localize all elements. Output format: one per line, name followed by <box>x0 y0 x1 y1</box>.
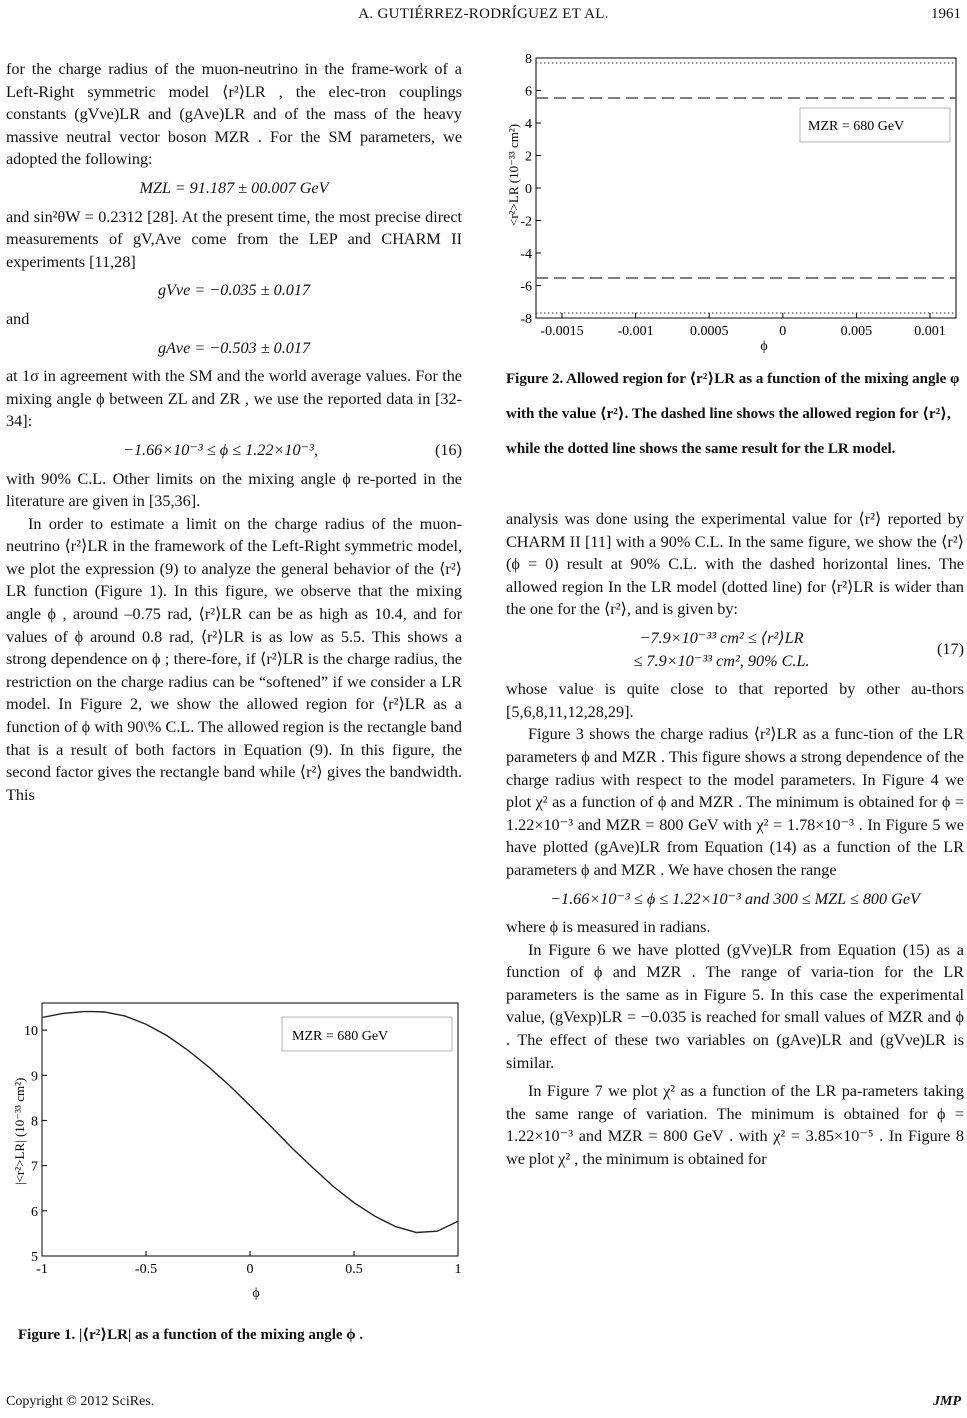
figure-1-annotation: MZR = 680 GeV <box>292 1029 389 1044</box>
range-expression: −1.66×10⁻³ ≤ ϕ ≤ 1.22×10⁻³ and 300 ≤ MZL ≤ 800 GeV <box>550 889 920 908</box>
x-tick-label: 0.005 <box>840 324 873 339</box>
equation-mz: MZL = 91.187 ± 00.007 GeV <box>139 178 329 197</box>
figure-1-xlabel: ϕ <box>252 1286 260 1301</box>
equation-ga: gAνe = −0.503 ± 0.017 <box>157 338 311 357</box>
x-tick-label: -0.001 <box>617 324 654 339</box>
x-tick-label: -0.5 <box>134 1262 158 1277</box>
paragraph: for the charge radius of the muon-neutrino in the frame-work of a Left-Right symmetric model ⟨r²⟩LR , the elec-tron couplings constants (gVνe)LR and (gAνe)LR and of the mass of the heavy massive neutral vector boson MZR . For the SM parameters, we adopted the following: <box>6 60 462 169</box>
paragraph: at 1σ in agreement with the SM and the world average values. For the mixing angle ϕ between ZL and ZR , we use the reported data in [32-34]: <box>6 367 462 431</box>
paragraph: Figure 3 shows the charge radius ⟨r²⟩LR as a func-tion of the LR parameters ϕ and MZR . This figure shows a strong dependence of the charge radius with respect to the model parameters. In Figure 4 we plot χ² as a function of ϕ and MZR . The minimum is obtained for ϕ = 1.22×10⁻³ and MZR = 800 GeV with χ² = 1.78×10⁻³ . In Figure 5 we have plotted (gAνe)LR from Equation (14) as a function of the LR parameters ϕ and MZR . We have chosen the range <box>506 725 964 879</box>
paragraph: with 90% C.L. Other limits on the mixing angle ϕ re-ported in the literature are given in [35,36]. <box>6 469 462 511</box>
figure-2-plot <box>500 50 962 355</box>
x-tick-label: 1 <box>454 1262 462 1277</box>
x-tick-label: -1 <box>36 1262 48 1277</box>
y-tick-label: 6 <box>525 84 532 100</box>
y-tick-label: 8 <box>525 52 532 67</box>
figure-1-plot <box>6 995 462 1305</box>
y-tick-label: 9 <box>31 1069 38 1085</box>
y-tick-label: 0 <box>525 182 532 197</box>
paragraph: whose value is quite close to that reported by other au-thors [5,6,8,11,12,28,29]. <box>506 680 964 721</box>
equation-number: (16) <box>435 440 462 459</box>
equation-gv: gVνe = −0.035 ± 0.017 <box>157 281 311 300</box>
equation-16 <box>6 439 462 462</box>
page-number: 1961 <box>931 6 961 22</box>
figure-1-caption: Figure 1. |⟨r²⟩LR| as a function of the mixing angle ϕ . <box>18 1327 364 1343</box>
y-tick-label: -2 <box>520 214 532 230</box>
paragraph: In Figure 7 we plot χ² as a function of the LR pa-rameters taking the same range of variation. The minimum is obtained for ϕ = 1.22×10⁻³ and MZR = 800 GeV . with χ² = 3.85×10⁻⁵ . In Figure 8 we plot χ² , the minimum is obtained for <box>506 1082 964 1169</box>
figure-2-xlabel: ϕ <box>760 339 768 354</box>
y-tick-label: 5 <box>31 1250 38 1265</box>
figure-2-caption: Figure 2. Allowed region for ⟨r²⟩LR as a function of the mixing angle φ with the value ⟨r²⟩. The dashed line shows the allowed region for ⟨r²⟩, while the dotted line shows the same result for the LR model. <box>506 371 960 457</box>
x-tick-label: 0 <box>246 1262 254 1277</box>
y-tick-label: 7 <box>31 1159 38 1175</box>
y-tick-label: 8 <box>31 1114 38 1130</box>
figure-2-annotation: MZR = 680 GeV <box>808 119 905 134</box>
y-tick-label: 6 <box>31 1204 38 1220</box>
equation-number: (17) <box>937 640 964 659</box>
x-tick-label: 0 <box>779 324 787 339</box>
y-tick-label: -6 <box>520 279 532 295</box>
paragraph: In Figure 6 we have plotted (gVνe)LR from Equation (15) as a function of ϕ and MZR . The range of varia-tion for the LR parameters is the same as in Figure 5. In this case the experimental value, (gVexp)LR = −0.035 is reached for small values of MZR and ϕ . The effect of these two variables on (gAνe)LR and (gVνe)LR is similar. <box>506 940 964 1072</box>
paragraph: and sin²θW = 0.2312 [28]. At the present time, the most precise direct measurements of gV,Aνe come from the LEP and CHARM II experiments [11,28] <box>6 207 462 271</box>
right-column <box>506 508 964 1171</box>
x-tick-label: -0.0015 <box>540 324 584 339</box>
paragraph: In order to estimate a limit on the charge radius of the muon-neutrino ⟨r²⟩LR in the framework of the Left-Right symmetric model, we plot the expression (9) to analyze the general behavior of the ⟨r²⟩LR function (Figure 1). In this figure, we observe that the mixing angle ϕ , around –0.75 rad, ⟨r²⟩LR can be as high as 10.4, and for values of ϕ around 0.8 rad, ⟨r²⟩LR is as low as 5.5. This shows a strong dependence on ϕ ; there-fore, if ⟨r²⟩LR is the charge radius, the restriction on the charge radius can be “softened” if we consider a LR model. In Figure 2, we show the allowed region for ⟨r²⟩LR as a function of ϕ with 90\% C.L. The allowed region is the rectangle band that is a result of both factors in Equation (9). In this figure, the second factor gives the rectangle band while ⟨r²⟩ gives the bandwidth. This <box>6 514 462 804</box>
page-footer <box>6 1394 961 1410</box>
y-tick-label: -8 <box>520 312 532 327</box>
equation-17 <box>506 627 964 672</box>
y-tick-label: 10 <box>24 1024 38 1040</box>
equation-17-body <box>506 627 937 672</box>
paragraph: and <box>6 309 30 328</box>
left-column <box>6 58 462 806</box>
figure-2-ylabel: <r²>LR (10⁻³³ cm²) <box>506 123 521 226</box>
y-tick-label: -4 <box>520 247 532 262</box>
running-title: A. GUTIÉRREZ-RODRÍGUEZ ET AL. <box>358 6 609 22</box>
equation-16-body: −1.66×10⁻³ ≤ ϕ ≤ 1.22×10⁻³, <box>123 440 318 459</box>
paragraph: analysis was done using the experimental value for ⟨r²⟩ reported by CHARM II [11] with a 90% C.L. In the same figure, we show the ⟨r²⟩ (ϕ = 0) result at 90% C.L. with the dashed horizontal lines. The allowed region In the LR model (dotted line) for ⟨r²⟩LR is wider than the one for the ⟨r²⟩, and is given by: <box>506 510 964 619</box>
x-tick-label: 0.0005 <box>689 324 729 339</box>
y-tick-label: 2 <box>525 149 532 165</box>
copyright: Copyright © 2012 SciRes. <box>6 1394 155 1409</box>
equation-17-line-a: −7.9×10⁻³³ cm² ≤ ⟨r²⟩LR <box>639 628 804 647</box>
y-tick-label: 4 <box>525 117 532 132</box>
journal-abbrev: JMP <box>933 1394 961 1409</box>
paragraph: where ϕ is measured in radians. <box>506 918 711 937</box>
x-tick-label: 0.001 <box>914 324 946 339</box>
figure-1-ylabel: |<r²>LR| (10⁻³³ cm²) <box>12 1077 27 1185</box>
x-tick-label: 0.5 <box>345 1262 363 1277</box>
equation-17-line-b: ≤ 7.9×10⁻³³ cm², 90% C.L. <box>633 651 810 670</box>
